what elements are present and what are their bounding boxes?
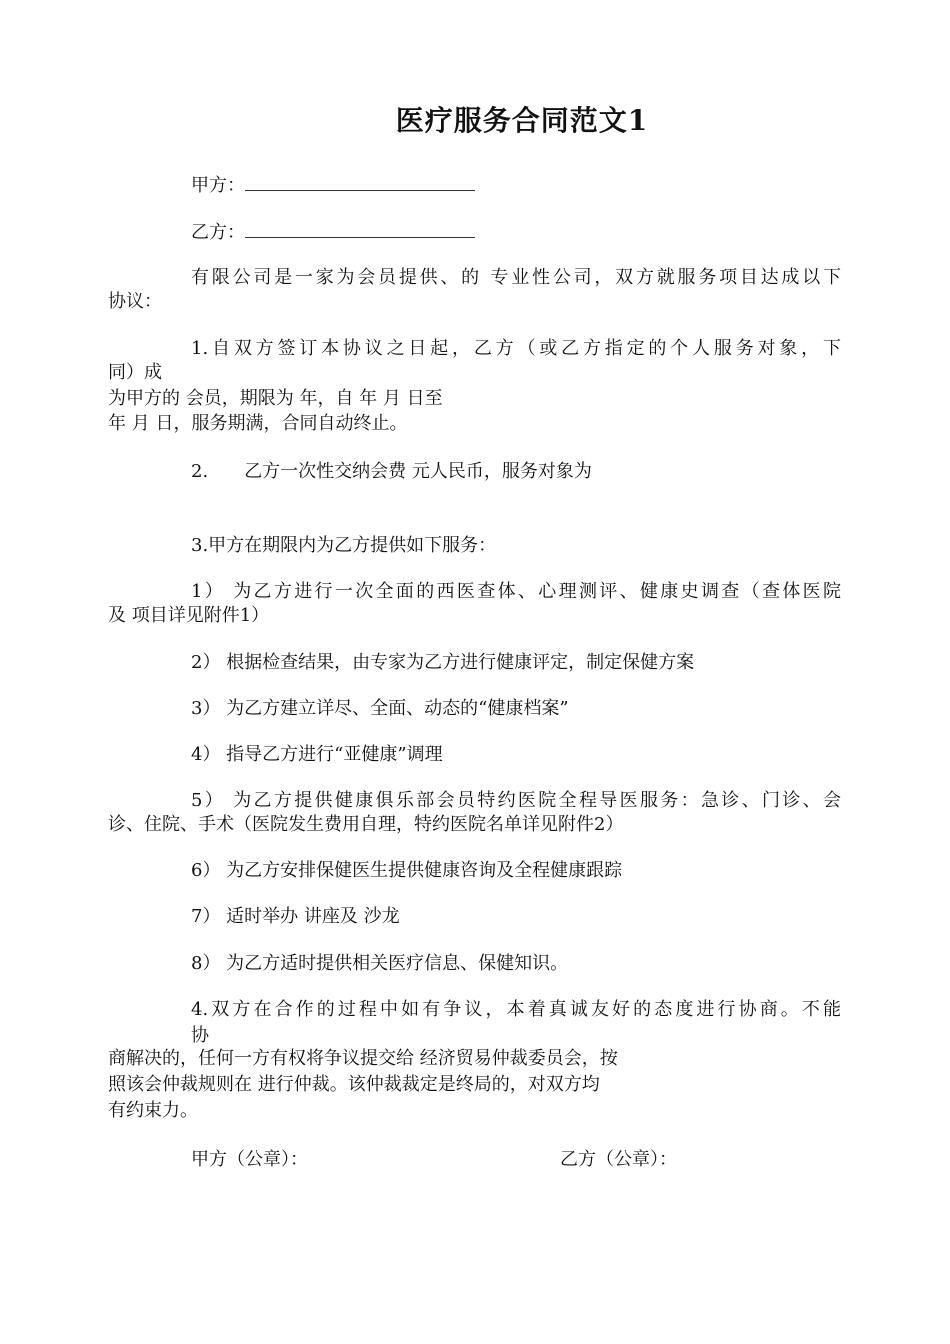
service-8: 8） 为乙方适时提供相关医疗信息、保健知识。 [191, 953, 569, 974]
service-1-line-2: 及 项目详见附件1） [108, 605, 270, 626]
service-1-line-1: 1） 为乙方进行一次全面的西医查体、心理测评、健康史调查（查体医院 [191, 581, 841, 602]
document-title: 医疗服务合同范文1 [395, 104, 649, 137]
service-4: 4） 指导乙方进行“亚健康”调理 [191, 744, 443, 765]
party-b-label: 乙方： [191, 222, 245, 243]
clause-1-line-1: 1.自双方签订本协议之日起，乙方（或乙方指定的个人服务对象，下 [191, 338, 841, 359]
service-3: 3） 为乙方建立详尽、全面、动态的“健康档案” [191, 698, 569, 719]
signature-party-a: 甲方（公章）： [191, 1149, 308, 1170]
clause-4-line-2: 协 [191, 1025, 209, 1046]
clause-2 [191, 459, 592, 485]
service-5-line-1: 5） 为乙方提供健康俱乐部会员特约医院全程导医服务：急诊、门诊、会 [191, 790, 841, 811]
intro-line-1: 有限公司是一家为会员提供、的 专业性公司，双方就服务项目达成以下 [191, 267, 841, 288]
clause-4-line-5: 有约束力。 [108, 1100, 198, 1121]
clause-3: 3.甲方在期限内为乙方提供如下服务： [191, 535, 497, 556]
service-2: 2） 根据检查结果，由专家为乙方进行健康评定，制定保健方案 [191, 652, 695, 673]
party-a-blank [245, 172, 475, 191]
party-b-field [191, 219, 475, 246]
clause-4-line-1: 4.双方在合作的过程中如有争议，本着真诚友好的态度进行协商。不能 [191, 999, 841, 1020]
party-a-label: 甲方： [191, 175, 245, 196]
intro-line-2: 协议： [108, 291, 162, 312]
party-a-field [191, 172, 475, 199]
clause-4-line-4: 照该会仲裁规则在 进行仲裁。该仲裁裁定是终局的，对双方均 [108, 1074, 600, 1095]
clause-4-line-3: 商解决的，任何一方有权将争议提交给 经济贸易仲裁委员会，按 [108, 1048, 618, 1069]
clause-2-number: 2. [191, 461, 209, 482]
service-6: 6） 为乙方安排保健医生提供健康咨询及全程健康跟踪 [191, 860, 623, 881]
clause-1-line-3: 为甲方的 会员，期限为 年，自 年 月 日至 [108, 388, 443, 409]
service-7: 7） 适时举办 讲座及 沙龙 [191, 906, 400, 927]
clause-2-text: 乙方一次性交纳会费 元人民币，服务对象为 [244, 461, 592, 482]
clause-1-line-2: 同）成 [108, 362, 162, 383]
signature-party-b: 乙方（公章）： [560, 1149, 677, 1170]
service-5-line-2: 诊、住院、手术（医院发生费用自理，特约医院名单详见附件2） [108, 814, 624, 835]
party-b-blank [245, 219, 475, 238]
clause-1-line-4: 年 月 日，服务期满，合同自动终止。 [108, 413, 408, 434]
